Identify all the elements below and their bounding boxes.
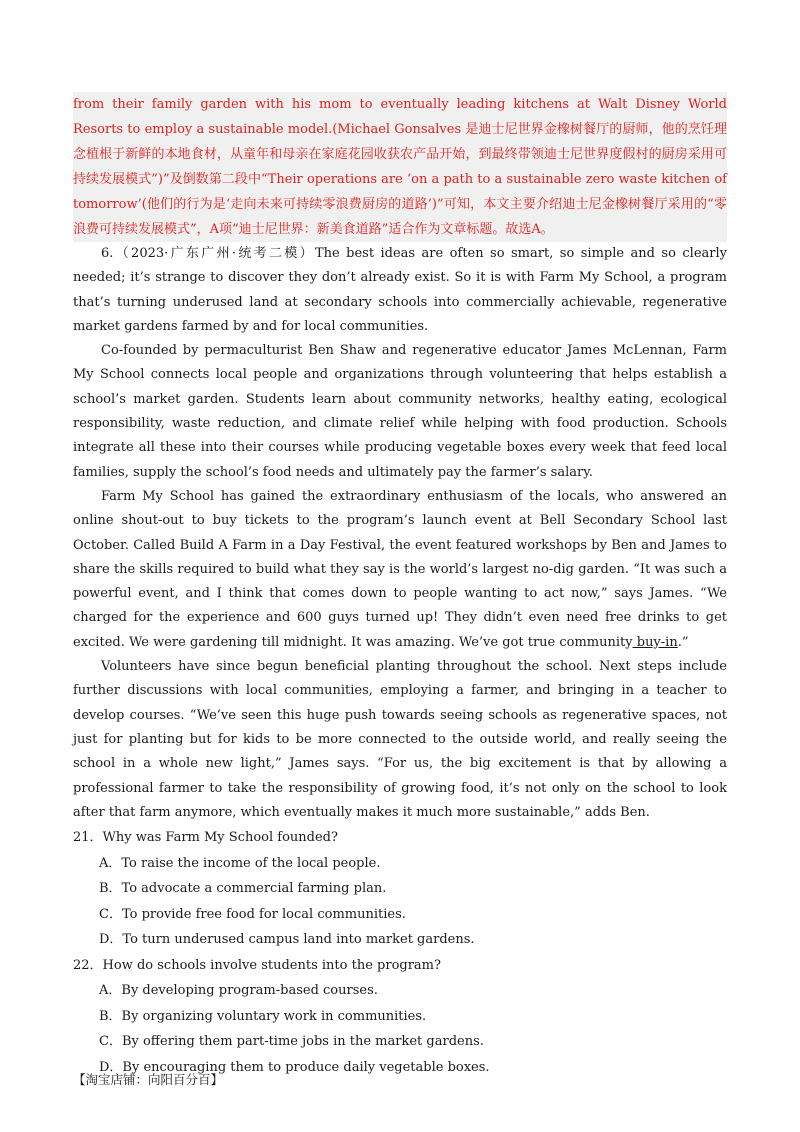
passage-source: （2023·广东广州·统考二模） [113,246,315,261]
question-22 [73,953,727,1081]
document-page [73,92,727,1080]
passage-paragraph-1-text: The best ideas are often so smart, so simple and so clearly needed; it’s strange to discover they don’t already exist. So it is with Farm My School, a program that’s turning underused land at secondary schools into commercially achievable, regenerative market gardens farmed by and for local communities. [73,246,727,334]
passage-number: 6. [101,246,114,261]
question-option: C．By offering them part-time jobs in the market gardens. [99,1034,484,1050]
question-stem: 21．Why was Farm My School founded? [73,830,338,846]
reading-passage [73,242,727,825]
underlined-phrase: buy-in [632,634,678,650]
passage-paragraph-4: Volunteers have since begun beneficial planting throughout the school. Next steps include further discussions with local communities, employing a farmer, and bringing in a teacher to develop courses. “We’ve seen this huge push towards seeing schools as regenerative spaces, not just for planting but for kids to be more connected to the outside world, and really seeing the school in a whole new light,” James says. “For us, the big excitement is that by allowing a professional farmer to take the responsibility of growing food, it’s not only on the school to look after that farm anymore, which eventually makes it much more sustainable,” adds Ben. [73,659,727,820]
passage-paragraph-1 [73,242,727,339]
question-option: D．To turn underused campus land into market gardens. [99,932,475,948]
page-footer: 【淘宝店铺：向阳百分百】 [73,1072,224,1087]
question-stem: 22．How do schools involve students into the program? [73,957,441,973]
passage-paragraph-3-text: Farm My School has gained the extraordinary enthusiasm of the locals, who answered an online shout-out to buy tickets to the program’s launch event at Bell Secondary School last October. Called Build A Farm in a Day Festival, the event featured workshops by Ben and James to share the skills required to build what they say is the world’s largest no-dig garden. “It was such a powerful event, and I think that comes down to people wanting to act now,” says James. “We charged for the experience and 600 guys turned up! They didn’t even need free drinks to get excited. We were gardening till midnight. It was amazing. We’ve got true community [73,488,727,650]
question-option: A．To raise the income of the local people. [99,855,381,871]
question-option: A．By developing program-based courses. [99,983,378,999]
question-option: B．To advocate a commercial farming plan. [99,881,387,897]
passage-paragraph-3 [73,485,727,655]
question-option: D．By encouraging them to produce daily vegetable boxes. [99,1059,490,1075]
question-option: C．To provide free food for local communities. [99,906,406,922]
answer-explanation [73,92,727,242]
passage-paragraph-3-end: .” [677,634,689,650]
question-option: B．By organizing voluntary work in communities. [99,1008,427,1024]
question-21 [73,825,727,953]
passage-paragraph-2: Co-founded by permaculturist Ben Shaw and regenerative educator James McLennan, Farm My School connects local people and organizations through volunteering that helps establish a school’s market garden. Students learn about community networks, healthy eating, ecological responsibility, waste reduction, and climate relief while helping with food production. Schools integrate all these into their courses while producing vegetable boxes every week that feed local families, supply the school’s food needs and ultimately pay the farmer’s salary. [73,343,727,480]
answer-explanation-text: from their family garden with his mom to eventually leading kitchens at Walt Disney World Resorts to employ a sustainable model.(Michael Gonsalves 是迪士尼世界金橡树餐厅的厨师，他的烹饪理念植根于新鲜的本地食材，从童年和母亲在家庭花园收获农产品开始，到最终带领迪士尼世界度假村的厨房采用可持续发展模式”)”及倒数第二段中“Their operations are ‘on a path to a sustainable zero waste kitchen of tomorrow’(他们的行为是‘走向未来可持续零浪费厨房的道路’)”可知，本文主要介绍迪士尼金橡树餐厅采用的“零浪费可持续发展模式”，A项“迪士尼世界：新美食道路”适合作为文章标题。故选A。 [73,97,727,237]
